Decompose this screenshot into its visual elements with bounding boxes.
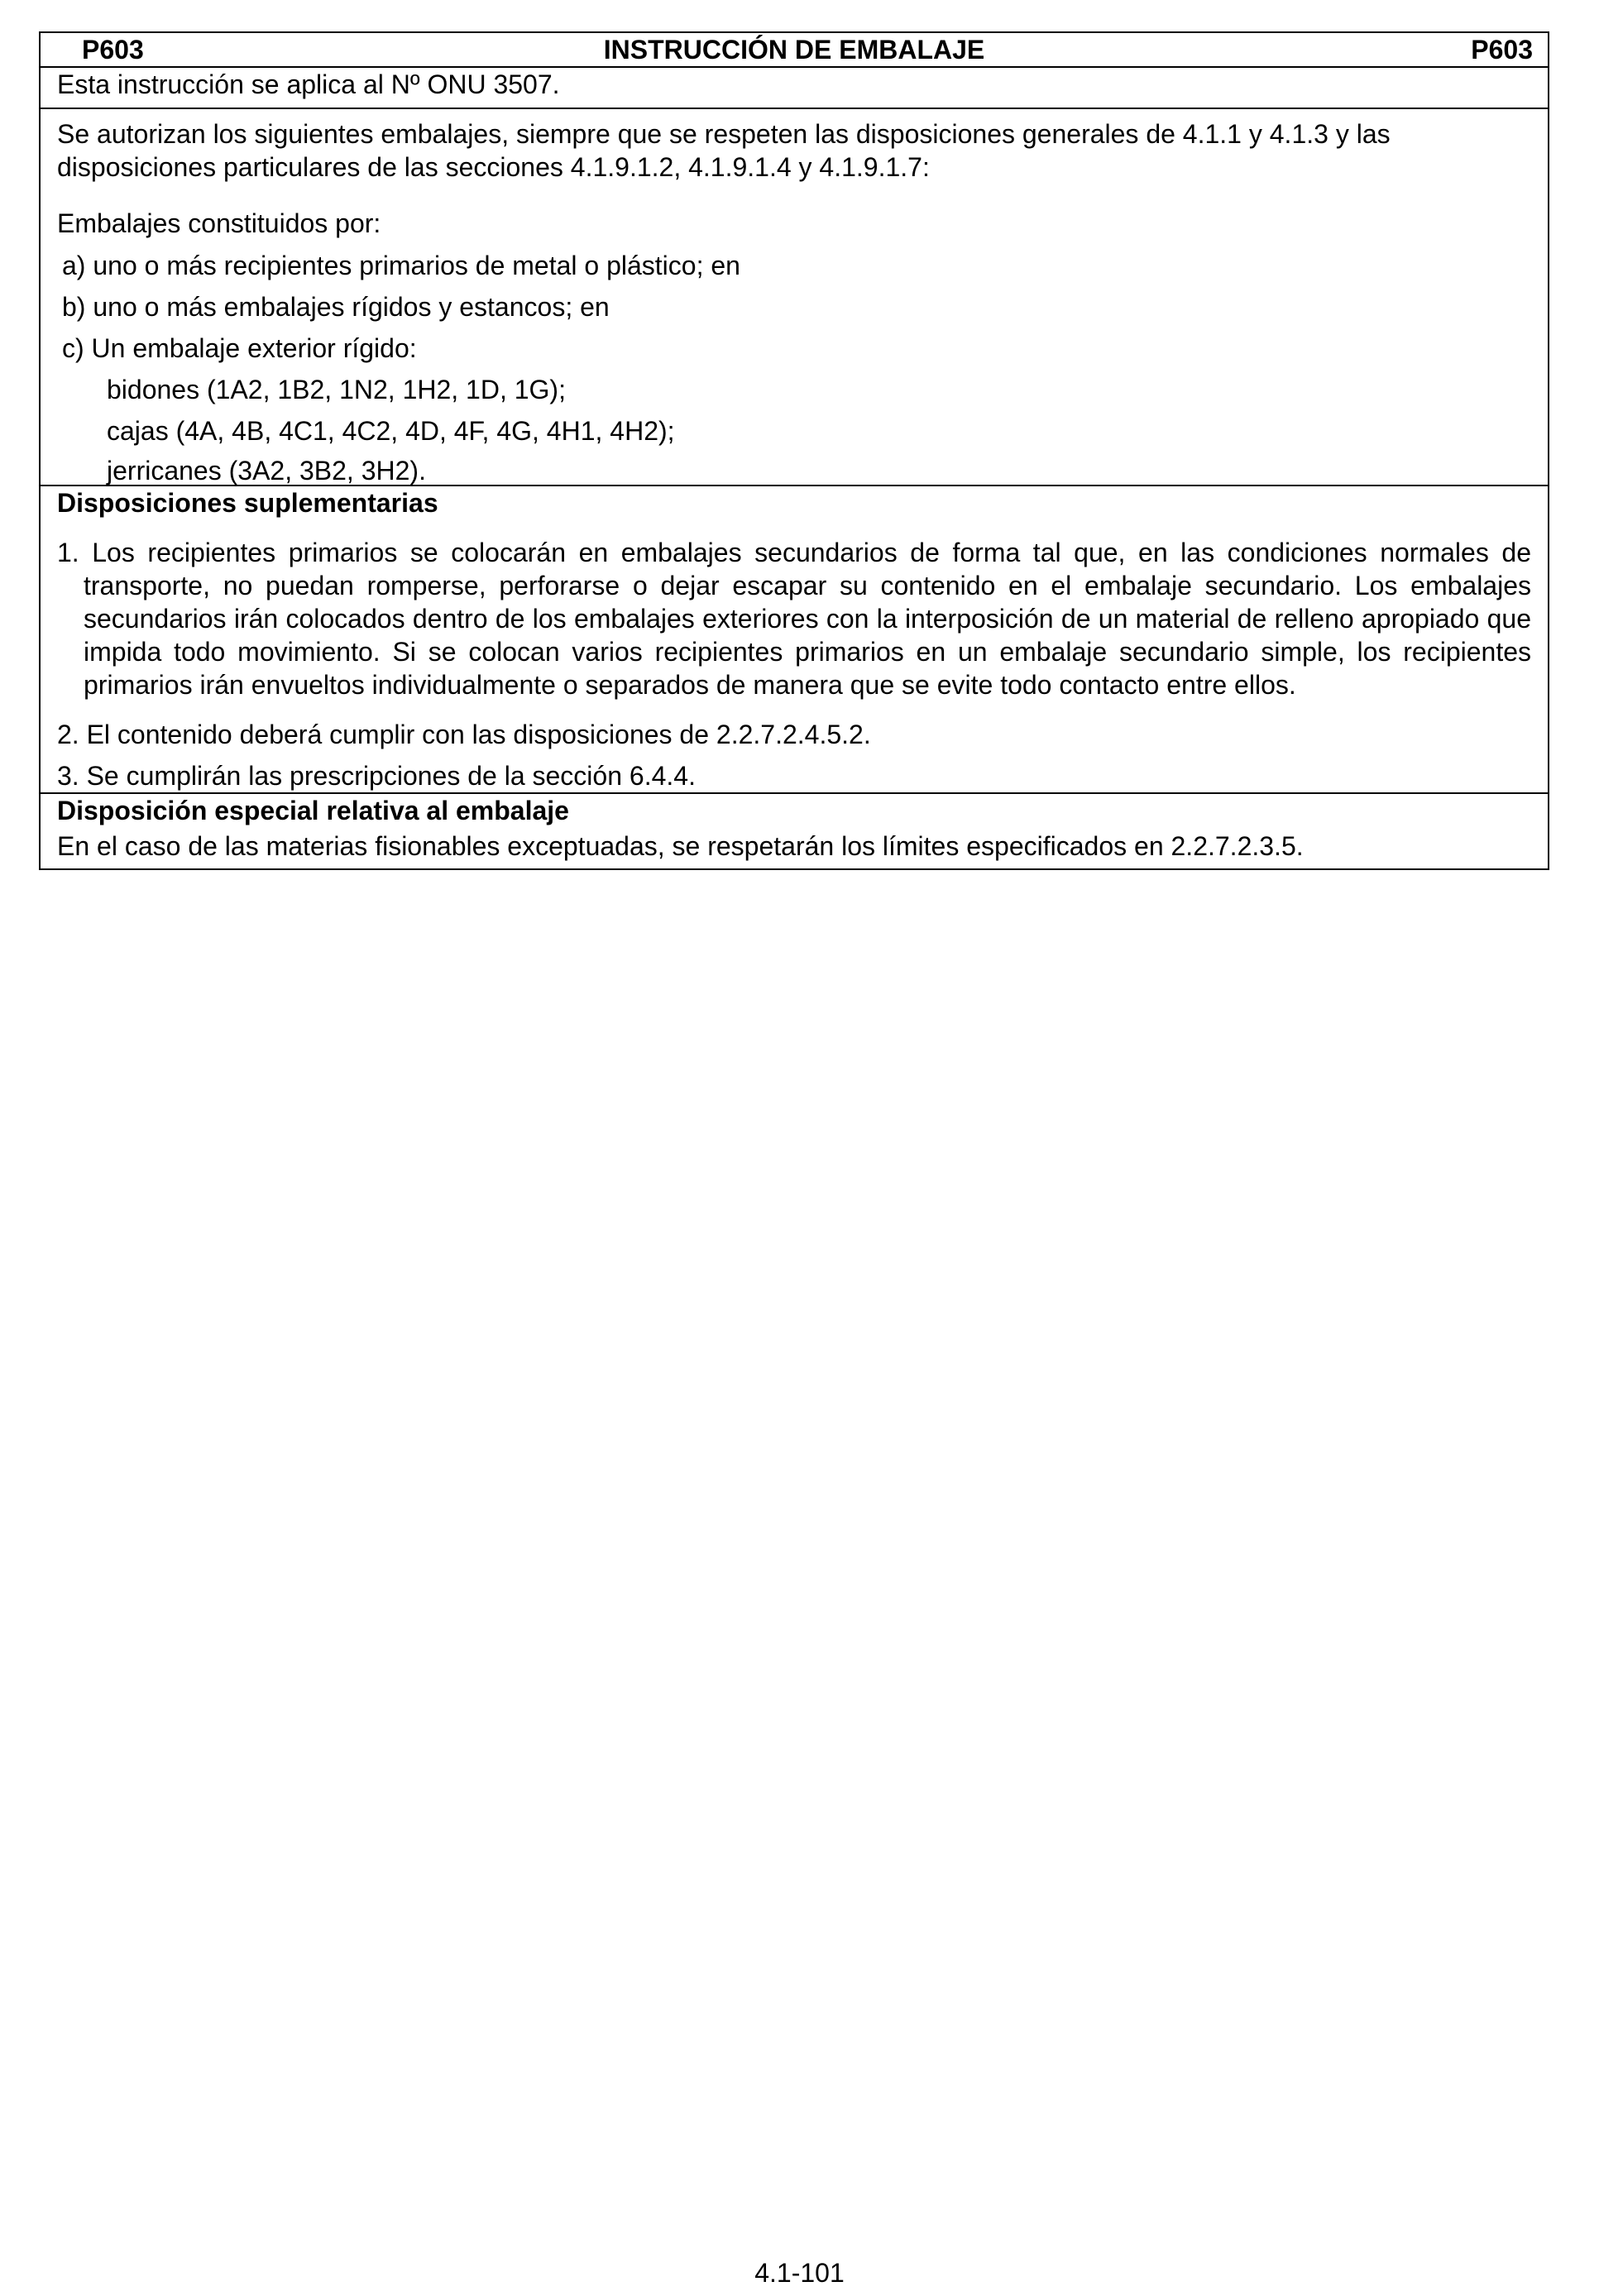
instruction-title: INSTRUCCIÓN DE EMBALAJE bbox=[603, 35, 985, 65]
packing-instruction-table bbox=[39, 31, 1549, 870]
table-header bbox=[41, 33, 1548, 68]
intro-paragraph: Se autorizan los siguientes embalajes, siempre que se respeten las disposiciones generales de 4.1.1 y 4.1.3 y las disposiciones particulares de las secciones 4.1.9.1.2, 4.1.9.1.4 y 4.1.9.1.7: bbox=[57, 119, 1391, 182]
applicability-row bbox=[41, 68, 1548, 109]
authorized-packagings-section bbox=[41, 109, 1548, 486]
supplementary-item-3: 3. Se cumplirán las prescripciones de la sección 6.4.4. bbox=[57, 761, 696, 791]
instruction-code-left: P603 bbox=[82, 35, 144, 65]
outer-packaging-drums: bidones (1A2, 1B2, 1N2, 1H2, 1D, 1G); bbox=[107, 375, 566, 404]
instruction-code-right: P603 bbox=[1471, 35, 1533, 65]
page-number: 4.1-101 bbox=[754, 2258, 845, 2288]
supplementary-provisions-section bbox=[41, 486, 1548, 794]
special-provision-title: Disposición especial relativa al embalaje bbox=[57, 796, 569, 825]
special-provision-section bbox=[41, 794, 1548, 868]
applicability-text: Esta instrucción se aplica al Nº ONU 3507. bbox=[57, 69, 560, 99]
supplementary-item-2: 2. El contenido deberá cumplir con las disposiciones de 2.2.7.2.4.5.2. bbox=[57, 720, 871, 749]
supplementary-title: Disposiciones suplementarias bbox=[57, 488, 438, 518]
outer-packaging-boxes: cajas (4A, 4B, 4C1, 4C2, 4D, 4F, 4G, 4H1, 4H2); bbox=[107, 416, 675, 446]
packaging-lead: Embalajes constituidos por: bbox=[57, 208, 381, 238]
supplementary-item-1: 1. Los recipientes primarios se colocarán en embalajes secundarios de forma tal que, en las condiciones normales de transporte, no puedan romperse, perforarse o dejar escapar su contenido en el embalaje secundario. Los embalajes secundarios irán colocados dentro de los embalajes exteriores con la interposición de un material de relleno apropiado que impida todo movimiento. Si se colocan varios recipientes primarios en un embalaje secundario simple, los recipientes primarios irán envueltos individualmente o separados de manera que se evite todo contacto entre ellos. bbox=[57, 538, 1531, 700]
packaging-item-a: a) uno o más recipientes primarios de metal o plástico; en bbox=[62, 251, 740, 280]
packaging-item-b: b) uno o más embalajes rígidos y estancos; en bbox=[62, 292, 610, 322]
outer-packaging-jerricans: jerricanes (3A2, 3B2, 3H2). bbox=[107, 456, 426, 486]
special-provision-text: En el caso de las materias fisionables exceptuadas, se respetarán los límites especificados en 2.2.7.2.3.5. bbox=[57, 831, 1304, 861]
packaging-item-c: c) Un embalaje exterior rígido: bbox=[62, 333, 417, 363]
